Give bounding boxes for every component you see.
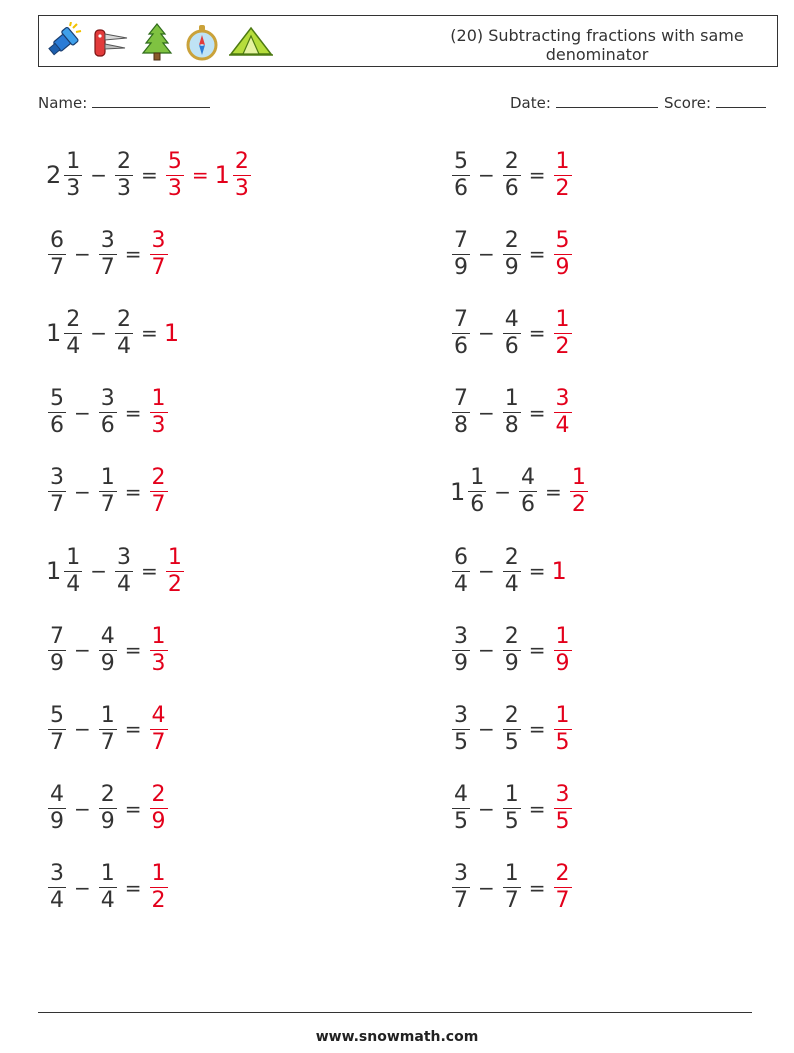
numerator: 1 — [167, 544, 182, 570]
denominator: 9 — [504, 254, 519, 280]
minus-sign: − — [478, 638, 495, 663]
numerator: 1 — [66, 148, 81, 174]
answer — [164, 149, 186, 202]
denominator: 5 — [454, 729, 468, 755]
fraction — [48, 703, 66, 756]
denominator: 7 — [151, 254, 166, 280]
footer-url: www.snowmath.com — [315, 1029, 479, 1045]
numerator: 4 — [504, 306, 519, 332]
denominator: 4 — [50, 888, 64, 914]
fraction — [452, 782, 470, 835]
fraction — [166, 149, 184, 202]
fraction — [554, 703, 572, 756]
denominator: 9 — [100, 809, 115, 835]
fraction — [150, 465, 168, 518]
numerator: 2 — [504, 148, 519, 174]
answer — [552, 624, 574, 677]
minus-sign: − — [478, 717, 495, 742]
answer — [148, 465, 170, 518]
equals-sign: = — [124, 242, 142, 267]
denominator: 3 — [234, 175, 249, 201]
numerator: 5 — [167, 148, 182, 174]
pine-tree-icon — [139, 22, 175, 62]
answer — [552, 557, 568, 585]
denominator: 9 — [50, 650, 64, 676]
problem-item — [450, 618, 574, 682]
numerator: 2 — [151, 782, 166, 808]
numerator: 2 — [66, 306, 81, 332]
answer — [552, 782, 574, 835]
equals-sign: = — [545, 479, 562, 504]
equals-sign: = — [528, 875, 546, 900]
numerator: 2 — [117, 148, 132, 174]
whole-number: 1 — [551, 557, 567, 585]
answer — [552, 386, 574, 439]
denominator: 4 — [555, 413, 570, 439]
denominator: 7 — [100, 492, 115, 518]
fraction — [503, 861, 521, 914]
fraction — [150, 703, 168, 756]
fraction — [99, 861, 117, 914]
whole-number: 1 — [214, 161, 230, 189]
fraction — [452, 861, 470, 914]
numerator: 5 — [555, 227, 570, 253]
denominator: 9 — [454, 650, 468, 676]
denominator: 4 — [117, 571, 132, 597]
denominator: 6 — [504, 333, 519, 359]
fraction — [64, 307, 82, 360]
denominator: 5 — [504, 729, 519, 755]
denominator: 2 — [555, 175, 570, 201]
denominator: 2 — [555, 333, 570, 359]
header-icons — [43, 20, 273, 64]
equals-sign: = — [124, 796, 142, 821]
numerator: 3 — [555, 386, 570, 412]
denominator: 7 — [504, 888, 519, 914]
minus-sign: − — [74, 400, 91, 425]
minus-sign: − — [74, 479, 91, 504]
answer — [148, 861, 170, 914]
problem-item — [450, 777, 574, 841]
fraction — [503, 782, 521, 835]
minus-sign: − — [74, 242, 91, 267]
name-label: Name: — [38, 94, 88, 112]
numerator: 1 — [100, 465, 115, 491]
numerator: 6 — [454, 544, 468, 570]
fraction — [150, 228, 168, 281]
denominator: 9 — [555, 650, 570, 676]
problem-item — [46, 777, 170, 841]
fraction — [503, 149, 521, 202]
denominator: 6 — [454, 333, 468, 359]
fraction — [99, 228, 117, 281]
fraction — [99, 465, 117, 518]
minus-sign: − — [74, 875, 91, 900]
answer — [148, 703, 170, 756]
answer — [552, 307, 574, 360]
minus-sign: − — [494, 479, 512, 504]
whole-number: 1 — [450, 477, 466, 506]
denominator: 7 — [555, 888, 570, 914]
denominator: 9 — [454, 254, 468, 280]
fraction — [166, 545, 184, 598]
denominator: 4 — [117, 333, 132, 359]
title-line-2: denominator — [545, 45, 649, 64]
problem-item — [450, 697, 574, 761]
equals-sign: = — [124, 638, 142, 663]
fraction — [452, 624, 470, 677]
denominator: 7 — [50, 254, 64, 280]
numerator: 6 — [50, 227, 64, 253]
denominator: 4 — [66, 333, 81, 359]
equals-sign: = — [191, 163, 209, 187]
minus-sign: − — [90, 321, 108, 346]
numerator: 2 — [100, 782, 115, 808]
numerator: 7 — [454, 227, 468, 253]
fraction — [554, 228, 572, 281]
whole-number: 1 — [46, 557, 62, 585]
denominator: 8 — [454, 413, 468, 439]
equals-sign: = — [124, 875, 142, 900]
equals-sign: = — [141, 163, 158, 187]
denominator: 9 — [100, 650, 115, 676]
name-blank[interactable] — [92, 95, 210, 108]
denominator: 8 — [504, 413, 519, 439]
denominator: 4 — [100, 888, 115, 914]
answer — [164, 319, 180, 347]
fraction — [503, 624, 521, 677]
problem-item — [450, 222, 574, 286]
denominator: 9 — [50, 809, 64, 835]
fraction — [115, 545, 133, 598]
name-field — [38, 94, 210, 112]
fraction — [554, 149, 572, 202]
minus-sign: − — [478, 321, 495, 346]
fraction — [48, 861, 66, 914]
minus-sign: − — [478, 796, 495, 821]
fraction — [99, 782, 117, 835]
denominator: 7 — [151, 729, 166, 755]
numerator: 2 — [504, 544, 519, 570]
fraction — [554, 861, 572, 914]
denominator: 6 — [504, 175, 519, 201]
fraction — [64, 149, 82, 202]
problem-item — [450, 460, 590, 524]
denominator: 3 — [167, 175, 182, 201]
problem-item — [450, 381, 574, 445]
fraction — [48, 386, 66, 439]
answer — [148, 782, 170, 835]
problem-item — [450, 539, 568, 603]
denominator: 7 — [100, 729, 115, 755]
denominator: 9 — [151, 809, 166, 835]
numerator: 3 — [117, 544, 132, 570]
problem-item — [46, 539, 186, 603]
equals-sign: = — [528, 638, 546, 663]
numerator: 1 — [504, 861, 519, 887]
problem-item — [46, 301, 180, 365]
equals-sign: = — [528, 163, 546, 187]
fraction — [150, 861, 168, 914]
denominator: 7 — [100, 254, 115, 280]
flashlight-icon — [43, 22, 83, 62]
answer — [552, 861, 574, 914]
problem-item — [450, 143, 574, 207]
score-label: Score: — [664, 94, 712, 112]
answer — [148, 624, 170, 677]
numerator: 1 — [571, 465, 586, 491]
fraction — [233, 149, 251, 202]
date-blank[interactable] — [556, 95, 658, 108]
date-label: Date: — [510, 94, 551, 112]
denominator: 4 — [504, 571, 519, 597]
denominator: 7 — [454, 888, 468, 914]
numerator: 1 — [555, 623, 570, 649]
answer — [215, 149, 253, 202]
denominator: 5 — [555, 809, 570, 835]
equals-sign: = — [528, 717, 546, 742]
equals-sign: = — [528, 242, 546, 267]
fraction — [48, 782, 66, 835]
equals-sign: = — [528, 400, 546, 425]
numerator: 2 — [504, 227, 519, 253]
fraction — [519, 465, 537, 518]
numerator: 1 — [555, 306, 570, 332]
numerator: 4 — [151, 702, 166, 728]
fraction — [150, 624, 168, 677]
fraction — [48, 624, 66, 677]
fraction — [99, 703, 117, 756]
answer — [552, 228, 574, 281]
score-blank[interactable] — [716, 95, 766, 108]
denominator: 6 — [50, 413, 64, 439]
denominator: 6 — [521, 492, 536, 518]
fraction — [452, 545, 470, 598]
fraction — [452, 307, 470, 360]
problem-item — [46, 856, 170, 920]
problem-item — [46, 460, 170, 524]
denominator: 3 — [151, 413, 166, 439]
denominator: 2 — [167, 571, 182, 597]
fraction — [503, 307, 521, 360]
problem-item — [46, 618, 170, 682]
equals-sign: = — [124, 717, 142, 742]
fraction — [452, 386, 470, 439]
numerator: 5 — [50, 702, 64, 728]
footer-divider — [38, 1012, 752, 1013]
numerator: 1 — [555, 702, 570, 728]
numerator: 4 — [100, 623, 115, 649]
denominator: 2 — [151, 888, 166, 914]
numerator: 1 — [504, 782, 519, 808]
numerator: 1 — [66, 544, 81, 570]
minus-sign: − — [74, 638, 91, 663]
tent-icon — [229, 22, 273, 62]
numerator: 7 — [50, 623, 64, 649]
numerator: 1 — [151, 386, 166, 412]
answer — [568, 465, 590, 518]
denominator: 7 — [151, 492, 166, 518]
numerator: 1 — [151, 623, 166, 649]
problem-item — [450, 856, 574, 920]
fraction — [64, 545, 82, 598]
fraction — [503, 545, 521, 598]
fraction — [115, 307, 133, 360]
equals-sign: = — [141, 321, 158, 346]
numerator: 7 — [454, 306, 468, 332]
problem-item — [46, 381, 170, 445]
denominator: 4 — [66, 571, 81, 597]
fraction — [554, 386, 572, 439]
pocket-knife-icon — [91, 22, 131, 62]
numerator: 1 — [100, 702, 115, 728]
equals-sign: = — [528, 796, 546, 821]
minus-sign: − — [478, 400, 495, 425]
fraction — [503, 703, 521, 756]
equals-sign: = — [124, 479, 142, 504]
denominator: 5 — [454, 809, 468, 835]
answer — [552, 703, 574, 756]
numerator: 1 — [151, 861, 166, 887]
fraction — [452, 703, 470, 756]
numerator: 5 — [50, 386, 64, 412]
fraction — [452, 228, 470, 281]
denominator: 2 — [571, 492, 586, 518]
minus-sign: − — [478, 559, 495, 583]
numerator: 1 — [504, 386, 519, 412]
numerator: 1 — [555, 148, 570, 174]
minus-sign: − — [90, 559, 108, 583]
fraction — [150, 782, 168, 835]
fraction — [48, 228, 66, 281]
denominator: 7 — [50, 729, 64, 755]
answer — [148, 386, 170, 439]
minus-sign: − — [478, 875, 495, 900]
fraction — [452, 149, 470, 202]
minus-sign: − — [478, 163, 495, 187]
numerator: 2 — [151, 465, 166, 491]
worksheet-header — [38, 15, 778, 67]
numerator: 3 — [50, 861, 64, 887]
equals-sign: = — [124, 400, 142, 425]
denominator: 4 — [454, 571, 468, 597]
answer — [552, 149, 574, 202]
equals-sign: = — [528, 559, 546, 583]
denominator: 5 — [555, 729, 570, 755]
answer — [148, 228, 170, 281]
fraction — [503, 386, 521, 439]
minus-sign: − — [74, 796, 91, 821]
denominator: 3 — [66, 175, 81, 201]
fraction — [99, 624, 117, 677]
fraction — [503, 228, 521, 281]
denominator: 9 — [555, 254, 570, 280]
compass-icon — [183, 22, 221, 62]
numerator: 3 — [100, 386, 115, 412]
denominator: 3 — [151, 650, 166, 676]
numerator: 1 — [100, 861, 115, 887]
numerator: 3 — [151, 227, 166, 253]
numerator: 1 — [470, 465, 485, 491]
minus-sign: − — [478, 242, 495, 267]
numerator: 5 — [454, 148, 468, 174]
numerator: 2 — [117, 306, 132, 332]
date-field — [510, 94, 658, 112]
fraction — [554, 782, 572, 835]
whole-number: 1 — [46, 319, 62, 348]
fraction — [554, 624, 572, 677]
numerator: 2 — [504, 623, 519, 649]
whole-number: 1 — [163, 319, 180, 348]
numerator: 3 — [454, 623, 468, 649]
denominator: 7 — [50, 492, 64, 518]
fraction — [554, 307, 572, 360]
score-field — [664, 94, 766, 112]
fraction — [99, 386, 117, 439]
worksheet-title — [419, 26, 775, 64]
problem-item — [46, 143, 253, 207]
fraction — [115, 149, 133, 202]
numerator: 4 — [521, 465, 536, 491]
denominator: 9 — [504, 650, 519, 676]
numerator: 2 — [234, 148, 249, 174]
fraction — [150, 386, 168, 439]
minus-sign: − — [74, 717, 91, 742]
whole-number: 2 — [46, 161, 62, 189]
equals-sign: = — [141, 559, 158, 583]
denominator: 6 — [100, 413, 115, 439]
minus-sign: − — [90, 163, 108, 187]
title-line-1: (20) Subtracting fractions with same — [450, 26, 744, 45]
denominator: 6 — [454, 175, 468, 201]
numerator: 3 — [454, 702, 468, 728]
denominator: 5 — [504, 809, 519, 835]
answer — [164, 545, 186, 598]
fraction — [570, 465, 588, 518]
numerator: 3 — [100, 227, 115, 253]
numerator: 4 — [454, 782, 468, 808]
denominator: 3 — [117, 175, 132, 201]
fraction — [468, 465, 486, 518]
numerator: 3 — [50, 465, 64, 491]
problem-item — [46, 222, 170, 286]
denominator: 6 — [470, 492, 485, 518]
problem-item — [450, 301, 574, 365]
fraction — [48, 465, 66, 518]
problem-item — [46, 697, 170, 761]
numerator: 2 — [504, 702, 519, 728]
numerator: 3 — [454, 861, 468, 887]
numerator: 3 — [555, 782, 570, 808]
numerator: 4 — [50, 782, 64, 808]
numerator: 2 — [555, 861, 570, 887]
equals-sign: = — [528, 321, 546, 346]
numerator: 7 — [454, 386, 468, 412]
